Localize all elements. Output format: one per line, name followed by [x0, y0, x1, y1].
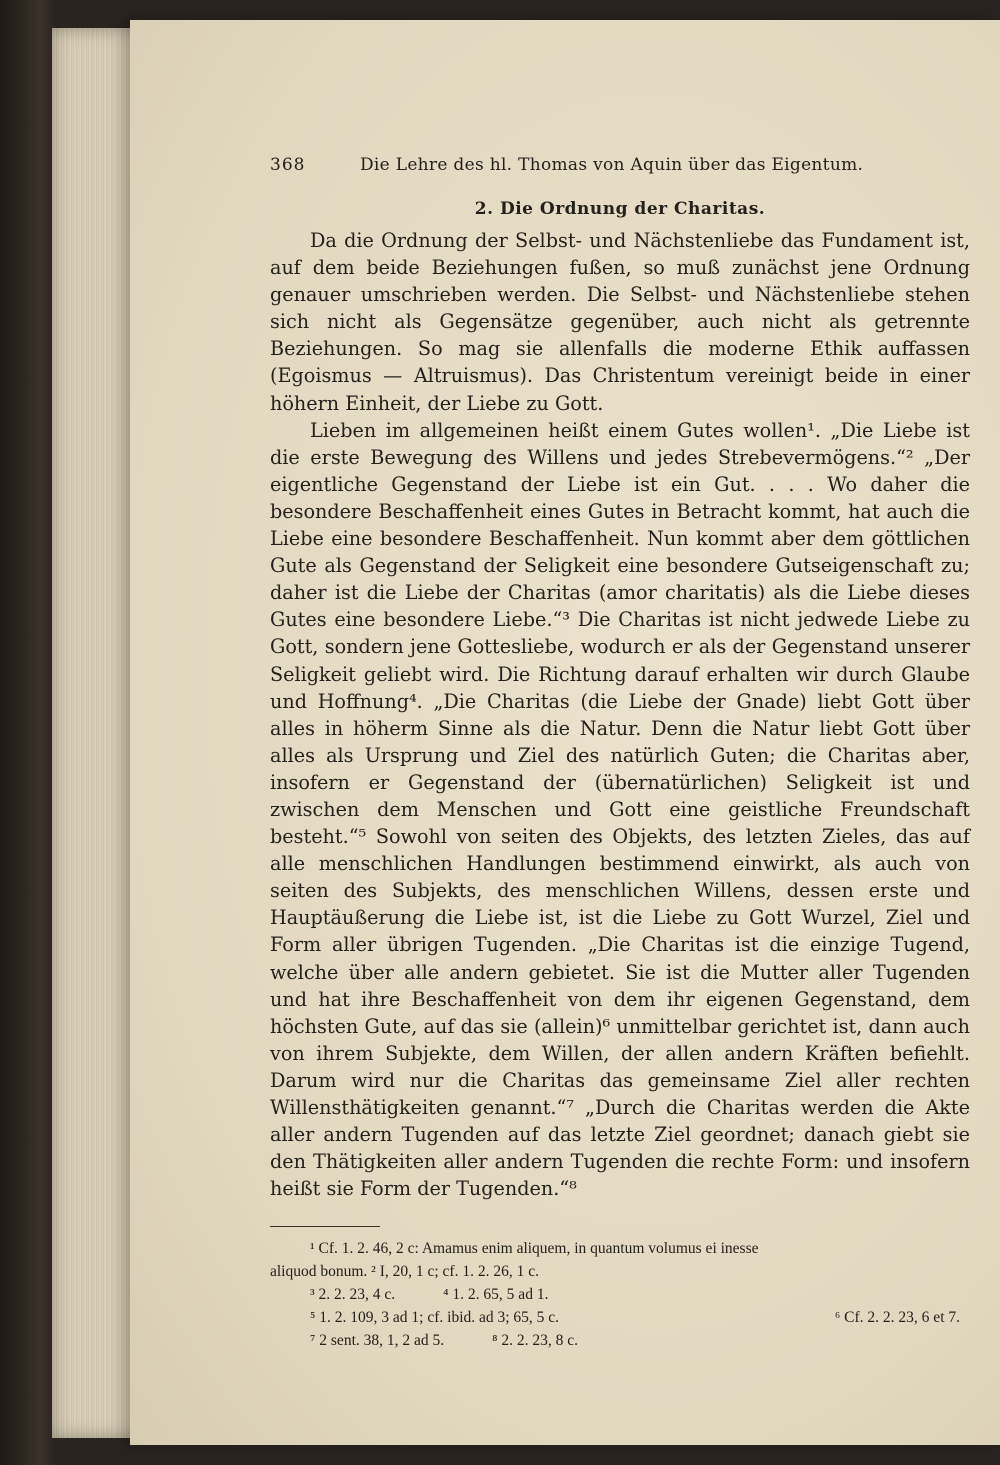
footnote-row-4	[270, 1306, 970, 1329]
footnote-row-5	[270, 1329, 970, 1352]
footnote-rule	[270, 1226, 380, 1227]
footnote-3: ³ 2. 2. 23, 4 c.	[310, 1286, 396, 1304]
footnote-6: ⁶ Cf. 2. 2. 23, 6 et 7.	[834, 1309, 960, 1327]
running-head	[270, 155, 970, 187]
footnote-4: ⁴ 1. 2. 65, 5 ad 1.	[443, 1286, 549, 1304]
paragraph-1: Da die Ordnung der Selbst- und Nächstenliebe das Fundament ist, auf dem beide Beziehungen fußen, so muß zunächst jene Ordnung genauer umschrieben werden. Die Selbst- und Nächstenliebe stehen sich nicht als Gegensätze gegenüber, auch nicht als getrennte Beziehungen. So mag sie allenfalls die moderne Ethik auffassen (Egoismus — Altruismus). Das Christentum vereinigt beide in einer höhern Einheit, der Liebe zu Gott.	[270, 229, 970, 415]
footnote-line-1: ¹ Cf. 1. 2. 46, 2 c: Amamus enim aliquem, in quantum volumus ei inesse	[310, 1240, 759, 1258]
footnote-5: ⁵ 1. 2. 109, 3 ad 1; cf. ibid. ad 3; 65, 5 c.	[310, 1309, 560, 1327]
footnote-7: ⁷ 2 sent. 38, 1, 2 ad 5.	[310, 1332, 445, 1350]
section-heading: 2. Die Ordnung der Charitas.	[474, 199, 766, 219]
page-number: 368	[270, 155, 306, 175]
footnotes	[270, 1237, 970, 1352]
book-page	[130, 20, 1000, 1445]
running-title: Die Lehre des hl. Thomas von Aquin über das Eigentum.	[360, 155, 864, 175]
text-block	[270, 145, 970, 1352]
footnote-line-2: aliquod bonum. ² I, 20, 1 c; cf. 1. 2. 26, 1 c.	[270, 1263, 539, 1281]
footnote-8: ⁸ 2. 2. 23, 8 c.	[492, 1332, 579, 1350]
paragraph-2: Lieben im allgemeinen heißt einem Gutes wollen¹. „Die Liebe ist die erste Bewegung des Willens und jedes Strebevermögens.“² „Der eigentliche Gegenstand der Liebe ist ein Gut. . . . Wo daher die besondere Beschaffenheit eines Gutes in Betracht kommt, hat auch die Liebe eine besondere Beschaffenheit. Nun kommt aber dem göttlichen Gute als Gegenstand der Seligkeit eine besondere Gutseigenschaft zu; daher ist die Liebe der Charitas (amor charitatis) als die Liebe dieses Gutes eine besondere Liebe.“³ Die Charitas ist nicht jedwede Liebe zu Gott, sondern jene Gottesliebe, wodurch er als der Gegenstand unserer Seligkeit geliebt wird. Die Richtung darauf erhalten wir durch Glaube und Hoffnung⁴. „Die Charitas (die Liebe der Gnade) liebt Gott über alles in höherm Sinne als die Natur. Denn die Natur liebt Gott über alles als Ursprung und Ziel des natürlich Guten; die Charitas aber, insofern er Gegenstand der (übernatürlichen) Seligkeit ist und zwischen dem Menschen und Gott eine geistliche Freundschaft besteht.“⁵ Sowohl von seiten des Objekts, des letzten Zieles, das auf alle menschlichen Handlungen bestimmend einwirkt, als auch von seiten des Subjekts, des menschlichen Willens, dessen erste und Hauptäußerung die Liebe ist, ist die Liebe zu Gott Wurzel, Ziel und Form aller übrigen Tugenden. „Die Charitas ist die einzige Tugend, welche über alle andern gebietet. Sie ist die Mutter aller Tugenden und hat ihre Beschaffenheit von dem ihr eigenen Gegenstand, dem höchsten Gute, auf das sie (allein)⁶ unmittelbar gerichtet ist, dann auch von ihrem Subjekte, dem Willen, der allen andern Kräften befiehlt. Darum wird nur die Charitas das gemeinsame Ziel aller rechten Willensthätigkeiten genannt.“⁷ „Durch die Charitas werden die Akte aller andern Tugenden auf das letzte Ziel geordnet; danach giebt sie den Thätigkeiten aller andern Tugenden die rechte Form: und insofern heißt sie Form der Tugenden.“⁸	[270, 418, 970, 1201]
footnote-row-3	[270, 1283, 970, 1306]
